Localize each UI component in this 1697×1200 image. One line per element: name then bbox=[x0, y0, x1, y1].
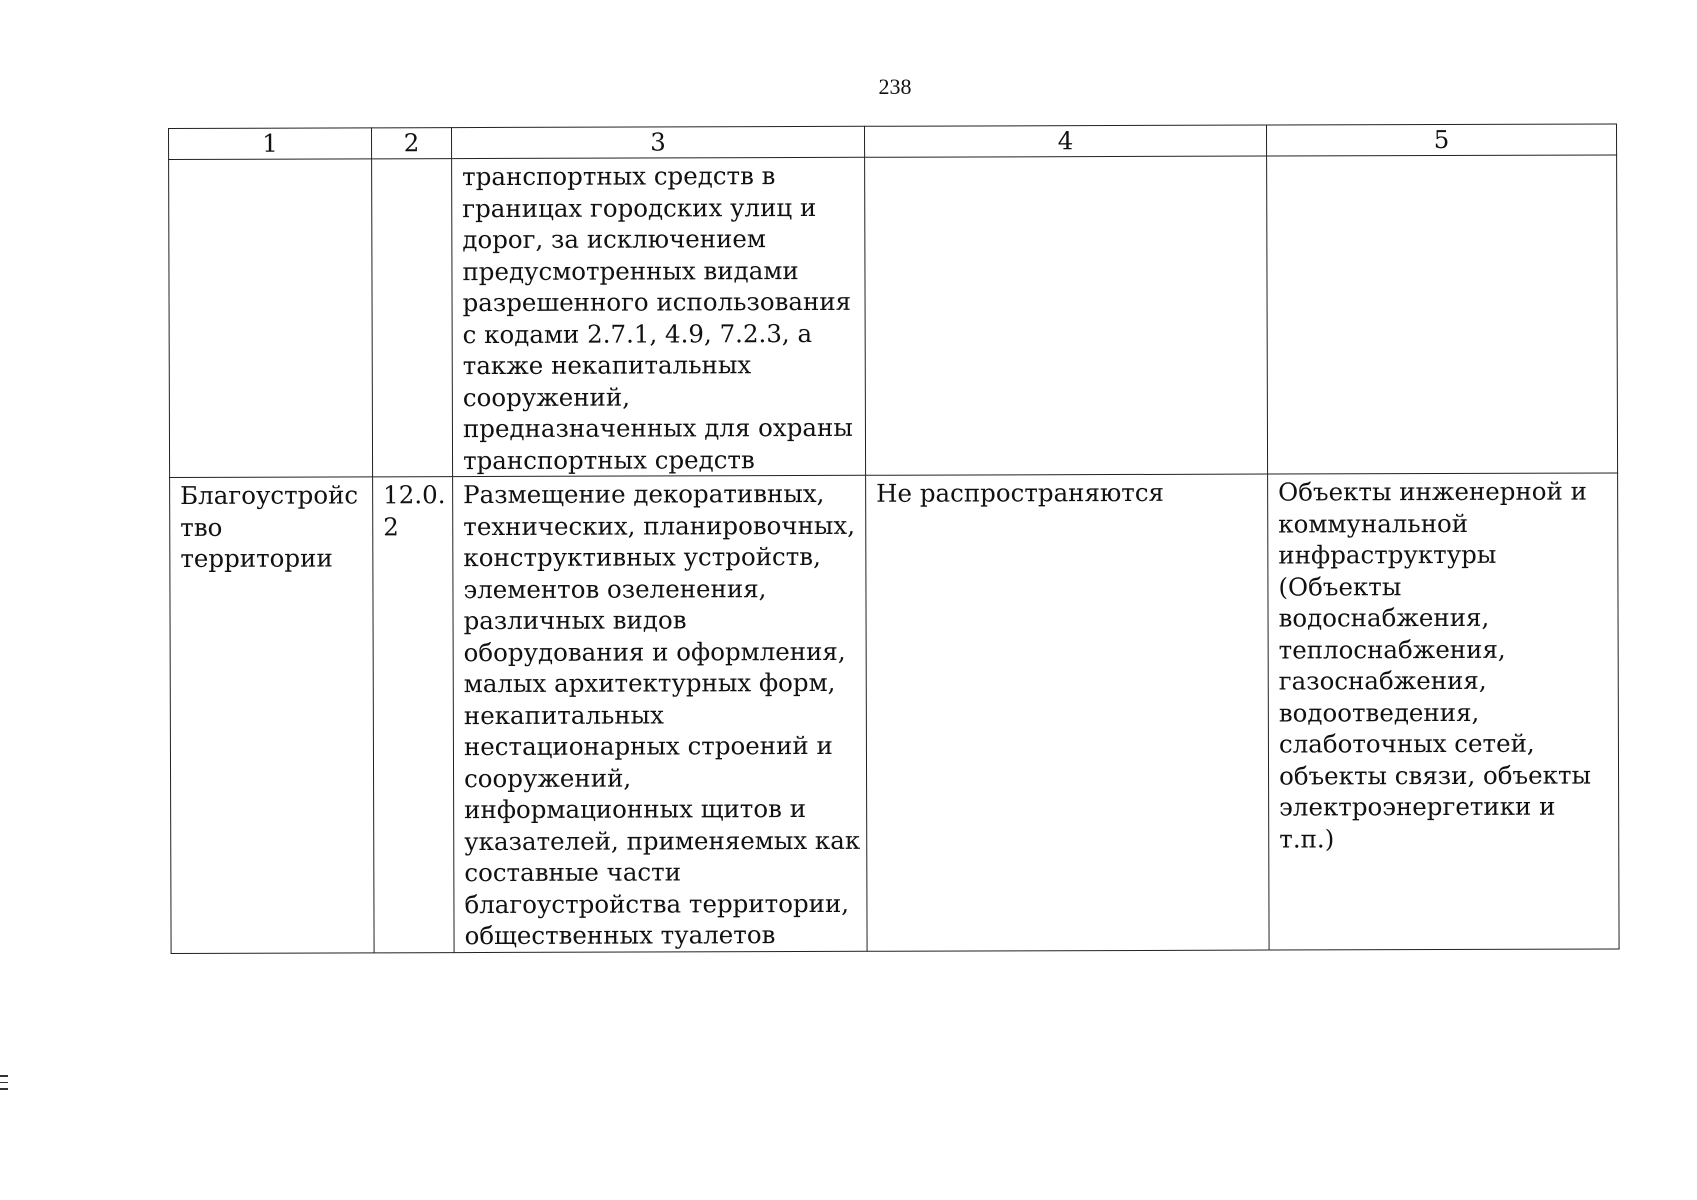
cell-description: Размещение декоративных, технических, планировочных, конструктивных устройств, элементов озеленения, различных видов оборудования и оформления, малых архитектурных форм, некапитальных нестационарных строений и сооружений, информационных щитов и указателей, применяемых как составные части благоустройства территории, общественных туалетов bbox=[453, 475, 867, 952]
cell-restrictions bbox=[865, 156, 1268, 475]
cell-allowed-objects bbox=[1267, 155, 1618, 474]
column-header-3: 3 bbox=[452, 126, 865, 158]
column-header-5: 5 bbox=[1266, 124, 1616, 156]
table-row bbox=[169, 155, 1618, 478]
scan-margin-mark bbox=[0, 1075, 8, 1097]
cell-restrictions: Не распространяются bbox=[866, 474, 1269, 951]
cell-code: 12.0.2 bbox=[373, 477, 454, 953]
cell-description: транспортных средств в границах городских улиц и дорог, за исключением предусмотренных видами разрешенного использования с кодами 2.7.1, 4.9, 7.2.3, а также некапитальных сооружений, предназначенных для охраны транспортных средств bbox=[452, 157, 866, 476]
land-use-table bbox=[168, 123, 1620, 953]
page-number: 238 bbox=[878, 74, 912, 99]
cell-name: Благоустройство территории bbox=[170, 477, 374, 953]
cell-allowed-objects: Объекты инженерной и коммунальной инфраструктуры (Объекты водоснабжения, теплоснабжения, газоснабжения, водоотведения, слаботочных сетей, объекты связи, объекты электроэнергетики и т.п.) bbox=[1268, 473, 1619, 950]
column-header-2: 2 bbox=[372, 128, 452, 159]
table-header-row bbox=[169, 124, 1617, 160]
cell-name bbox=[169, 159, 373, 478]
column-header-1: 1 bbox=[169, 128, 372, 160]
table-row bbox=[170, 473, 1619, 953]
cell-code bbox=[372, 159, 453, 477]
column-header-4: 4 bbox=[864, 125, 1266, 157]
